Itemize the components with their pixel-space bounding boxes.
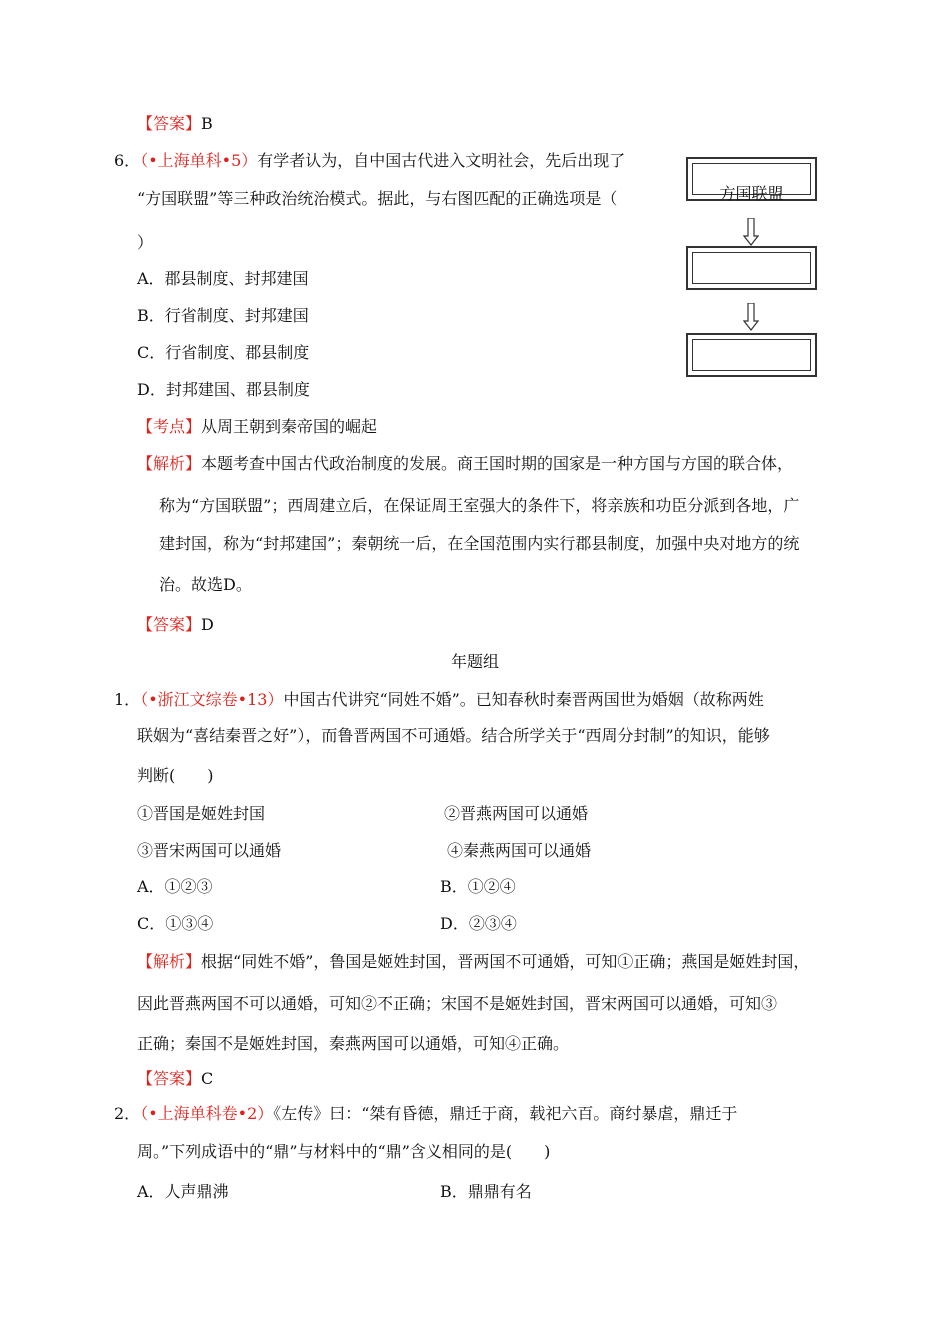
option-b: B．行省制度、封邦建国 bbox=[137, 306, 309, 325]
question-1-line1 bbox=[114, 689, 764, 711]
diagram-box-3 bbox=[686, 333, 817, 377]
analysis-line1 bbox=[137, 951, 809, 973]
analysis-line2: 因此晋燕两国不可以通婚，可知②不正确；宋国不是姬姓封国，晋宋两国可以通婚，可知③ bbox=[137, 994, 778, 1013]
question-1-line2: 联姻为“喜结秦晋之好”），而鲁晋两国不可通婚。结合所学关于“西周分封制”的知识，能够 bbox=[137, 726, 770, 745]
option-a: A．①②③ bbox=[137, 877, 213, 896]
statement-4: ④秦燕两国可以通婚 bbox=[447, 841, 592, 860]
question-2-line1 bbox=[114, 1103, 737, 1125]
answer-label: 【答案】 bbox=[137, 1069, 202, 1088]
analysis-line3: 建封国，称为“封邦建国”；秦朝统一后，在全国范围内实行郡县制度，加强中央对地方的统 bbox=[159, 534, 800, 553]
analysis-line3: 正确；秦国不是姬姓封国，秦燕两国可以通婚，可知④正确。 bbox=[137, 1034, 570, 1053]
question-stem: 《左传》曰：“桀有昏德，鼎迁于商，载祀六百。商纣暴虐，鼎迁于 bbox=[273, 1104, 738, 1123]
diagram-box-1 bbox=[686, 157, 817, 201]
kaodian-line bbox=[137, 416, 377, 438]
option-d: D．封邦建国、郡县制度 bbox=[137, 380, 310, 399]
analysis-label: 【解析】 bbox=[137, 454, 202, 473]
question-number: 1． bbox=[114, 690, 141, 709]
statement-3: ③晋宋两国可以通婚 bbox=[137, 841, 282, 860]
option-c: C．①③④ bbox=[137, 914, 214, 933]
question-1-line3: 判断( ) bbox=[137, 766, 214, 785]
answer-value: D bbox=[201, 615, 214, 634]
statement-2: ②晋燕两国可以通婚 bbox=[444, 804, 589, 823]
option-d: D．②③④ bbox=[440, 914, 517, 933]
question-source: （•上海单科卷•2） bbox=[140, 1104, 274, 1123]
answer-line bbox=[137, 1068, 213, 1090]
option-b: B．鼎鼎有名 bbox=[440, 1182, 532, 1201]
answer-line bbox=[137, 614, 214, 636]
kaodian-label: 【考点】 bbox=[137, 417, 202, 436]
option-a: A．郡县制度、封邦建国 bbox=[137, 269, 309, 288]
analysis-line1 bbox=[137, 453, 793, 475]
question-number: 6． bbox=[114, 151, 141, 170]
question-2-line2: 周。”下列成语中的“鼎”与材料中的“鼎”含义相同的是( ) bbox=[137, 1142, 551, 1161]
question-6-line3: ） bbox=[137, 233, 154, 252]
down-arrow-icon bbox=[743, 303, 759, 331]
question-source: （•上海单科•5） bbox=[140, 151, 258, 170]
analysis-text: 本题考查中国古代政治制度的发展。商王国时期的国家是一种方国与方国的联合体， bbox=[201, 454, 794, 473]
analysis-line4: 治。故选D。 bbox=[159, 575, 252, 594]
flow-diagram bbox=[686, 157, 821, 387]
answer-line bbox=[137, 113, 213, 135]
option-a: A．人声鼎沸 bbox=[137, 1182, 229, 1201]
question-stem: 有学者认为，自中国古代进入文明社会，先后出现了 bbox=[257, 151, 626, 170]
statement-1: ①晋国是姬姓封国 bbox=[137, 804, 266, 823]
option-b: B．①②④ bbox=[440, 877, 516, 896]
answer-value: C bbox=[201, 1069, 214, 1088]
question-number: 2． bbox=[114, 1104, 141, 1123]
answer-label: 【答案】 bbox=[137, 114, 202, 133]
down-arrow-icon bbox=[743, 218, 759, 246]
question-6-line2: “方国联盟”等三种政治统治模式。据此，与右图匹配的正确选项是（ bbox=[137, 189, 618, 208]
question-6-line1 bbox=[114, 150, 625, 172]
group-title: 年题组 bbox=[450, 652, 499, 671]
analysis-line2: 称为“方国联盟”；西周建立后，在保证周王室强大的条件下，将亲族和功臣分派到各地，广 bbox=[159, 496, 800, 515]
analysis-label: 【解析】 bbox=[137, 952, 202, 971]
diagram-box-2 bbox=[686, 246, 817, 290]
answer-value: B bbox=[201, 114, 213, 133]
question-source: （•浙江文综卷•13） bbox=[140, 690, 284, 709]
question-stem: 中国古代讲究“同姓不婚”。已知春秋时秦晋两国世为婚姻（故称两姓 bbox=[283, 690, 764, 709]
option-c: C．行省制度、郡县制度 bbox=[137, 343, 310, 362]
kaodian-text: 从周王朝到秦帝国的崛起 bbox=[201, 417, 378, 436]
diagram-box-1-label: 方国联盟 bbox=[719, 184, 784, 203]
analysis-text: 根据“同姓不婚”，鲁国是姬姓封国，晋两国不可通婚，可知①正确；燕国是姬姓封国， bbox=[201, 952, 810, 971]
answer-label: 【答案】 bbox=[137, 615, 202, 634]
